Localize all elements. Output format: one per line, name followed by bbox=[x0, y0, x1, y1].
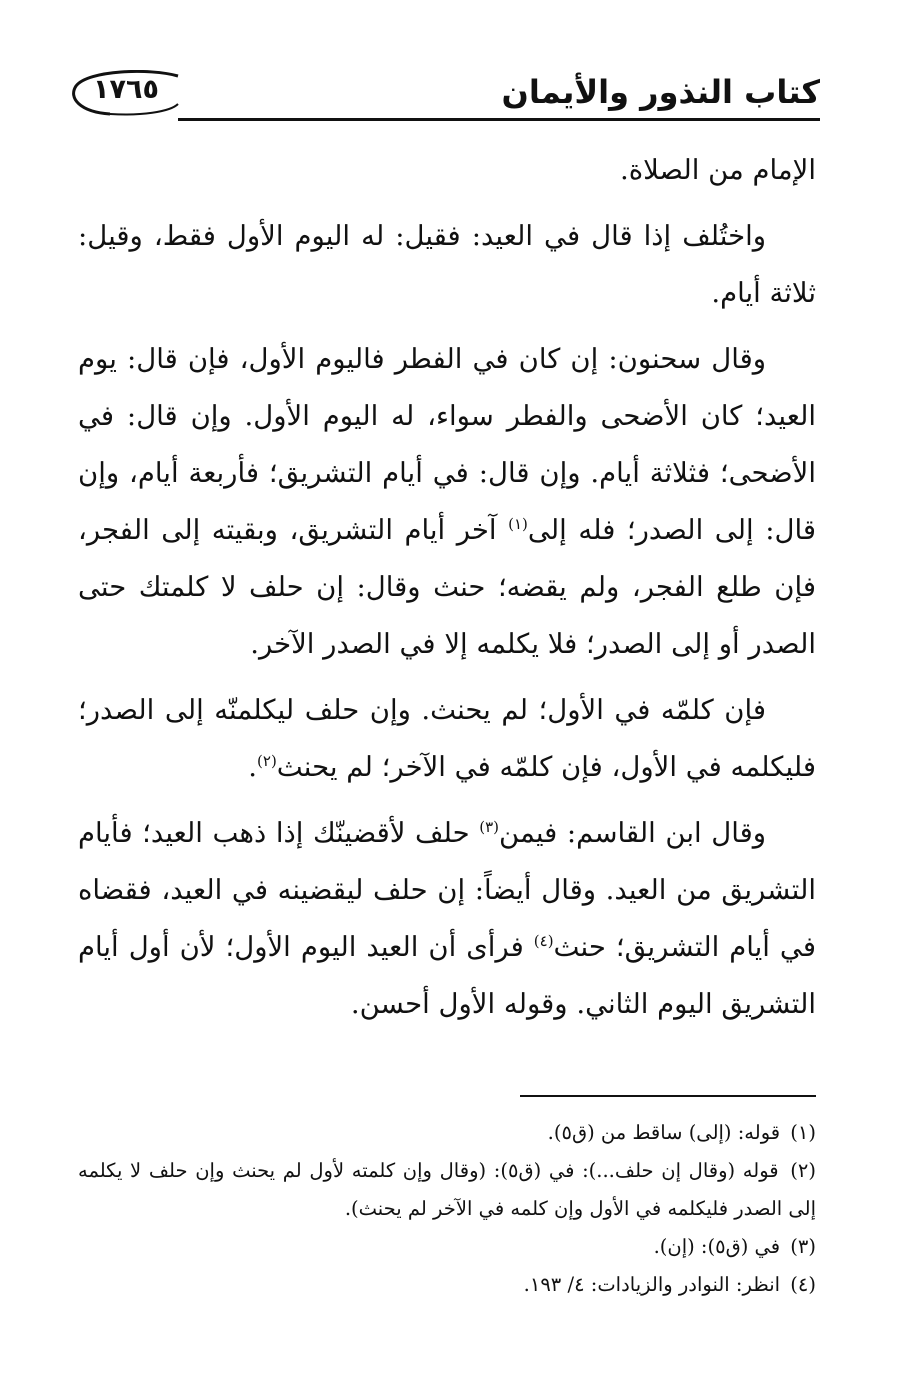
footnote-text: قوله (وقال إن حلف...): في (ق٥): (وقال وإن كلمته لأول لم يحنث وإن حلف لا يكلمه إلى الصدر فليكلمه في الأول وإن كلمه في الآخر لم يحنث). bbox=[78, 1159, 816, 1220]
footnote-ref: (٢) bbox=[257, 751, 277, 770]
paragraph: الإمام من الصلاة. bbox=[619, 154, 816, 186]
paragraph-text: وقال ابن القاسم: فيمن bbox=[499, 817, 767, 849]
page-number-frame bbox=[70, 70, 182, 114]
footnote-number: (٤) bbox=[790, 1273, 816, 1296]
page-number: ١٧٦٥ bbox=[93, 74, 159, 105]
footnote-text: في (ق٥): (إن). bbox=[653, 1235, 781, 1258]
running-title: كتاب النذور والأيمان bbox=[501, 73, 820, 111]
footnote-number: (١) bbox=[790, 1121, 816, 1144]
footnote-number: (٣) bbox=[790, 1235, 816, 1258]
footnote-text: قوله: (إلى) ساقط من (ق٥). bbox=[547, 1121, 781, 1144]
header-rule bbox=[178, 118, 820, 121]
footnote bbox=[78, 1228, 816, 1266]
main-text bbox=[78, 142, 816, 1042]
footnote bbox=[78, 1266, 816, 1304]
paragraph: واختُلف إذا قال في العيد: فقيل: له اليوم الأول فقط، وقيل: ثلاثة أيام. bbox=[78, 220, 816, 309]
footnote-rule bbox=[520, 1095, 816, 1097]
page-header bbox=[70, 56, 820, 118]
footnote-number: (٢) bbox=[790, 1159, 816, 1182]
paragraph: فإن كلمّه في الأول؛ لم يحنث. وإن حلف ليكلمنّه إلى الصدر؛ فليكلمه في الأول، فإن كلمّه في الآخر؛ لم يحنث$^{(٢)}$. bbox=[78, 694, 816, 783]
paragraph bbox=[78, 331, 816, 673]
footnote-ref: (٣) bbox=[479, 817, 500, 836]
footnote-text: انظر: النوادر والزيادات: ٤/ ١٩٣. bbox=[523, 1273, 781, 1296]
paragraph-text: وقال سحنون: إن كان في الفطر فاليوم الأول، فإن قال: يوم العيد؛ كان الأضحى والفطر سواء، له اليوم الأول. وإن قال: في الأضحى؛ فثلاثة أيام. وإن قال: في أيام التشريق؛ فأربعة أيام، وإن قال: إلى الصدر؛ فله إلى bbox=[78, 343, 816, 546]
paragraph-text: فرأى أن العيد اليوم الأول؛ لأن أول أيام التشريق اليوم الثاني. وقوله الأول أحسن. bbox=[78, 931, 816, 1020]
footnote-ref: (١) bbox=[508, 514, 528, 533]
footnotes bbox=[78, 1114, 816, 1304]
footnote-ref: (٤) bbox=[533, 931, 554, 950]
paragraph-text: حلف لأقضينّك إذا ذهب العيد؛ فأيام التشريق من العيد. وقال أيضاً: إن حلف ليقضينه في العيد، فقضاه في أيام التشريق؛ حنث bbox=[78, 817, 816, 963]
paragraph-text: فإن كلمّه في الأول؛ لم يحنث. وإن حلف ليكلمنّه إلى الصدر؛ فليكلمه في الأول، فإن كلمّه في الآخر؛ لم يحنث bbox=[78, 694, 816, 783]
paragraph bbox=[78, 805, 816, 1033]
footnote bbox=[78, 1114, 816, 1152]
footnote bbox=[78, 1152, 816, 1228]
paragraph-text: آخر أيام التشريق، وبقيته إلى الفجر، فإن طلع الفجر، ولم يقضه؛ حنث وقال: إن حلف لا كلمتك حتى الصدر أو إلى الصدر؛ فلا يكلمه إلا في الصدر الآخر. bbox=[78, 514, 816, 660]
